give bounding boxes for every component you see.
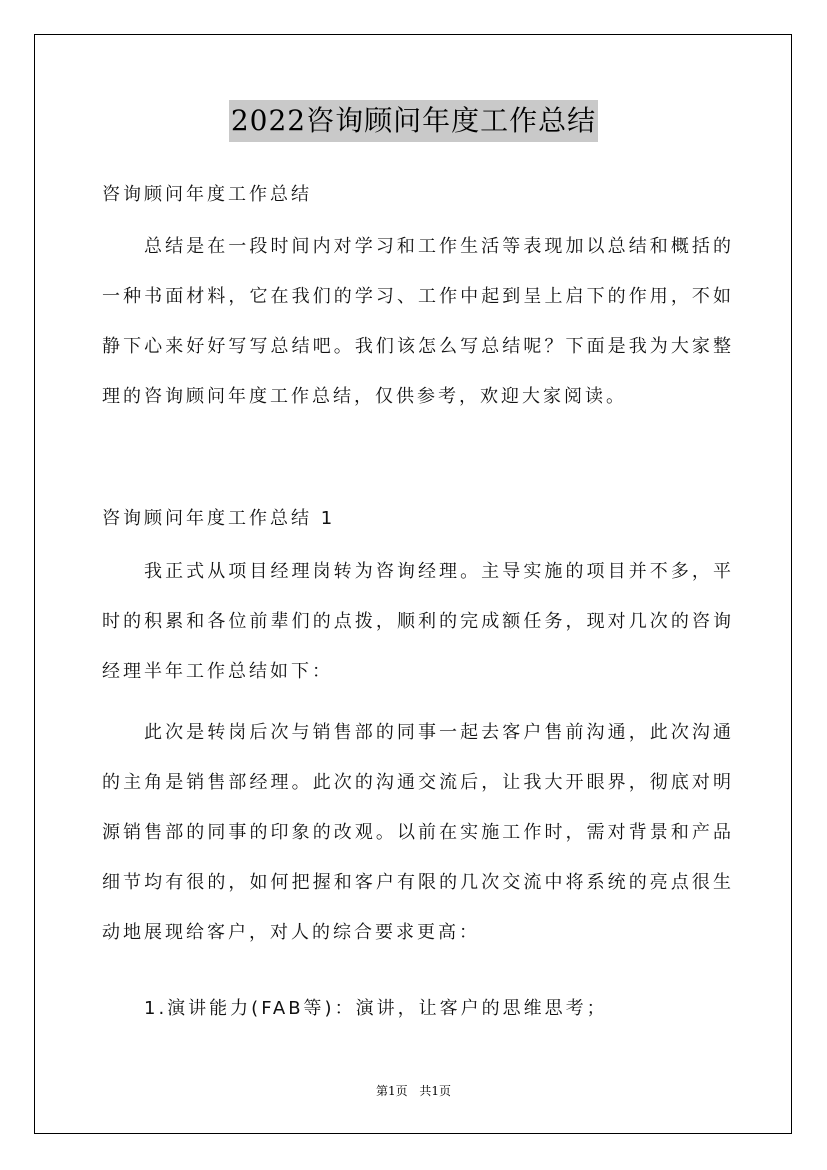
- section-1-paragraph-2: 此次是转岗后次与销售部的同事一起去客户售前沟通，此次沟通的主角是销售部经理。此次的沟通交流后，让我大开眼界，彻底对明源销售部的同事的印象的改观。以前在实施工作时，需对背景和产品细节均有很的，如何把握和客户有限的几次交流中将系统的亮点很生动地展现给客户，对人的综合要求更高：: [102, 722, 734, 943]
- section-1-list-item-1: 1.演讲能力(FAB等)：演讲，让客户的思维思考；: [144, 998, 608, 1019]
- page-number-current: 第1页: [375, 1084, 408, 1098]
- title-container: [0, 100, 827, 142]
- intro-paragraph: 总结是在一段时间内对学习和工作生活等表现加以总结和概括的一种书面材料，它在我们的学习、工作中起到呈上启下的作用，不如静下心来好好写写总结吧。我们该怎么写总结呢？下面是我为大家整理的咨询顾问年度工作总结，仅供参考，欢迎大家阅读。: [102, 236, 734, 407]
- page-footer: [0, 1082, 827, 1099]
- document-title: 2022咨询顾问年度工作总结: [229, 100, 598, 142]
- page-number-total: 共1页: [419, 1084, 452, 1098]
- document-subtitle: 咨询顾问年度工作总结: [102, 184, 312, 205]
- section-1-paragraph-1: 我正式从项目经理岗转为咨询经理。主导实施的项目并不多，平时的积累和各位前辈们的点拨，顺利的完成额任务，现对几次的咨询经理半年工作总结如下：: [102, 561, 734, 682]
- section-1-heading: 咨询顾问年度工作总结 1: [102, 508, 336, 529]
